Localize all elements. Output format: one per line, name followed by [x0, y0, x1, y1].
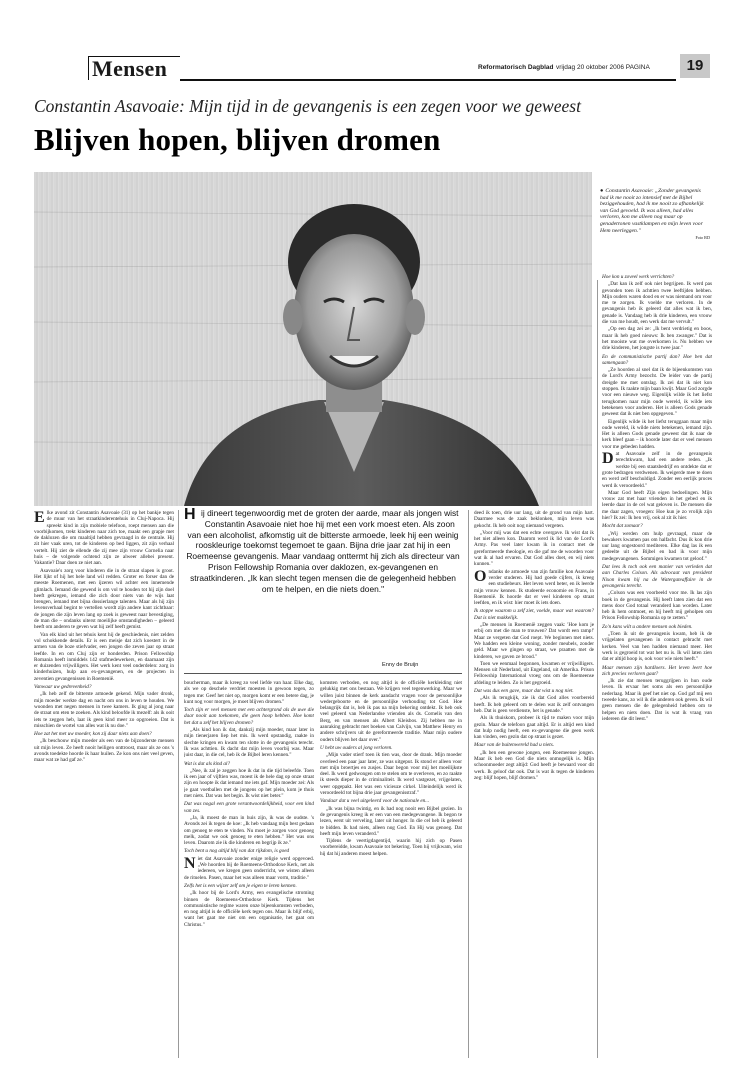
article-paragraph: boucherman, maar ik kreeg zo veel liefde van haar. Elke dag, als we op deschele verdriet moesten in gewoon tegen, zo tegen me: Geef het niet op, morgen komt er een betere dag, je kunt nog voor morgen, je moet blijven dromen." [184, 680, 314, 705]
article-column-1 [34, 510, 174, 1058]
intro-paragraph [184, 508, 462, 594]
interview-question: Hoe kon u zoveel werk verrichten? [602, 274, 675, 280]
kicker: Constantin Asavoaie: Mijn tijd in de gevangenis is een zegen voor we geweest [34, 96, 581, 116]
portrait-illustration [34, 172, 592, 506]
column-divider [597, 280, 598, 1058]
interview-question: En de communistische partij dan? Hoe ben dat samengaan? [602, 353, 712, 366]
interview-question: Dat lees ik toch ook een manier van verleden dat aan Charles Colson. Als advocaat van president Nixon kwam hij na de Watergateaffaire in de gevangenis terecht. [602, 564, 712, 589]
photo-caption [600, 188, 710, 242]
drop-cap: O [474, 567, 487, 585]
interview-question: Mocht dat zomaar? [602, 523, 643, 530]
interview-question: Dat was dus een gave, maar dat wist u nog niet. [474, 688, 574, 695]
interview-question: Vandaar dat u veel uitgeleerd voor de nationale en... [320, 798, 430, 805]
page-header [88, 56, 710, 82]
article-paragraph: „Dat kan ik zelf ook niet begrijpen. Ik werd pas gevonden toen ik achttien twee leeftijden hebben. Mijn ouders waren dood en er was niemand om voor me te zorgen. Ik voelde me verloren. In de gevangenis heb ik geleerd dat alles wat ik ben, genade is. Vandaag heb ik drie kinderen, een vrouw die van me houdt, een werk dat me vervult." [602, 281, 712, 326]
column-divider [468, 510, 469, 1058]
article-paragraph: „Als ik terugkijk, zie ik dat God alles voorbereid heeft. Ik heb geleerd om te delen wat ik zelf ontvangen heb. Dat is geen verdienste, het is genade." [474, 695, 594, 714]
article-paragraph: „Op een dag zei ze: „Ik bent verdrietig en boos, maar ik heb goed nieuws: Ik ben zwanger." Dat is het mooiste wat me overkomen is. Nu hebben we drie kinderen, het jongste is twee jaar." [602, 326, 712, 352]
portrait-photo [34, 172, 592, 506]
caption-bullet-icon: ● [600, 188, 604, 194]
interview-question: Zelfs het is een wijzer zelf om je eigen te leren kennen. [184, 882, 297, 889]
author-byline: Enny de Bruijn [382, 662, 419, 668]
interview-question: Hoe zat het met uw moeder, kon zij daar niets aan doen? [34, 731, 152, 738]
intro-text: ij dineert tegenwoordig met de groten der aarde, maar als jongen wist Constantin Asavoaie niet hoe hij met een vork moest eten. Als zoon van een alcoholist, afkomstig uit de bitterste armoede, leek hij een weinig rooskleurige toekomst tegemoet te gaan. Bijna drie jaar zat hij in een Roemeense gevangenis. Maar vandaag onttermt hij zich als directeur van Prison Fellowship Romania over daklozen, ex-gevangenen en straatkinderen. „Ik kan slecht tegen mensen die de gelegenheid hebben om te helpen, en die niets doen." [186, 508, 460, 594]
article-paragraph: „Voor mij was dat een echte overgave. Ik wist dat ik het niet alleen kon. Daarom werd ik lid van de Lord's Army. Pas veel later kwam ik in contact met de gereformeerde theologie, en die gaf me de woorden voor wat ik al had ervaren. Dat God alles doet, en wij niets kunnen." [474, 529, 594, 568]
caption-text: Constantin Asavoaie: „Zonder gevangenis had ik me nooit zo intensief met de Bijbel beziggehouden, had ik me nooit zo afhankelijk van God gevoeld. Ik was alleen, had alles verloren, kon me alleen nog maar op genadetronen vastklampen en mijn leven voor Hem neerleggen." [600, 188, 704, 234]
article-paragraph: „Ik beschouw mijn moeder als een van de bijzonderste mensen uit mijn leven. Ze heeft nooit heiligen onttroost, maar als ze ons 's avonds toedekte hoorde ik haar huilen. Ze kon ons niet veel geven, maar wat ze had gaf ze." [34, 738, 174, 764]
drop-cap: E [34, 510, 45, 526]
interview-question: Toch bent u nog altijd blij van dat rijkdom, is goed [184, 848, 290, 855]
article-paragraph: „Ik hoor bij de Lord's Army, een evangelische stroming binnen de Roemeens-Orthodoxe Kerk. Tijdens het communistische regime waren onze bijeenkomsten verboden, en nog altijd is de officiële kerk tegen ons. Maar ik blijf erbij, want het gaat me niet om een organisatie, het gaat om Christus." [184, 890, 314, 928]
article-paragraph: Maar God heeft Zijn eigen bedoelingen. Mijn vrouw zat met haar vrienden in het gebed en ik leerde daar in de cel wat geloven is. De mensen die me daar zagen, vroegen: Hoe kun je zo vrolijk zijn hier? Ik zei: Ik ben vrij, ook al zit ik hier. [602, 489, 712, 521]
header-rule [180, 79, 676, 81]
interview-question: U hebt uw ouders al jong verloren. [320, 744, 393, 751]
interview-question: Zo'n kans wilt u andere mensen ook bieden. [602, 623, 693, 630]
interview-question: Toch zijn er veel mensen met een achtergrond als de uwe die daar nooit aan toekomen, die geen hoop hebben. Hoe komt het dat u zelf het blijven dromen? [184, 707, 314, 726]
article-paragraph: Toen we eenmaal begonnen, kwamen er vrijwilligers. Mensen uit Nederland, uit Engeland, uit Amerika. Prison Fellowship International vroeg ons om de Roemeense afdeling te leiden. Zo is het gegroeid. [474, 660, 594, 686]
interview-question: Maar mensen zijn hardloers. Het leven leert hoe zich precies verloren gaat? [602, 664, 712, 677]
interview-question: Wat is dat als kind al? [184, 760, 231, 767]
drop-cap: D [602, 450, 614, 468]
article-column-5 [602, 272, 712, 1058]
article-paragraph: „Als kind kon ik dat, dankzij mijn moeder, maar later in mijn tienerjaren liep het mis. Ik werd opstandig, raakte in slechte kringen en kwam ten slotte in de gevangenis terecht. Ik was achttien. Ik dacht dat mijn leven voorbij was. Maar juist daar, in die cel, heb ik de Bijbel leren kennen." [184, 727, 314, 759]
photo-credit: Foto RD [695, 235, 710, 241]
article-paragraph: „Mijn vader stierf toen ik tien was, door de drank. Mijn moeder overleed een paar jaar later, ze was uitgeput. Ik stond er alleen voor met mijn broertjes en zusjes. Daar begon voor mij het moeilijkste deel. Ik werd gedwongen om te stelen om te overleven, en zo raakte ik steeds dieper in de criminaliteit. Ik werd vastgezet, vrijgelaten, weer opgepakt. Het was een vicieuze cirkel. Uiteindelijk werd ik veroordeeld tot bijna drie jaar gevangenisstraf." [320, 752, 462, 797]
article-paragraph: Dat Asavoaie zelf in de gevangenis terechtkwam, had een andere reden. „Ik werkte bij een staatsbedrijf en ontdekte dat er grote bedragen verdwenen. Ik weigerde mee te doen en werd zelf beschuldigd. Zonder een eerlijk proces werd ik veroordeeld." [602, 450, 712, 489]
article-column-3 [320, 680, 462, 1058]
article-column-4 [474, 510, 594, 1058]
article-paragraph: komsten verboden, en nog altijd is de officiële kerkleiding niet gelukkig met ons bestaan. We krijgen veel tegenwerking. Maar we willen juist binnen de kerk aandacht vragen voor de persoonlijke wedergeboorte en de persoonlijke verhouding tot God. Hoe belangrijk dat is, heb ik pas na mijn bekering ontdekt. Ik heb ook veel geleerd van Nederlandse vrienden als ds. Cornelis van den Berg, en van mensen als Albert Kleisbos. Zij hebben me in aanraking gebracht met boeken van Calvijn, van Matthew Henry en andere schrijvers uit de gereformeerde traditie. Maar mijn oudere ouders blijven het daar over." [320, 680, 462, 743]
interview-question: Vanwaar uw gedrevenheid? [34, 684, 92, 691]
article-paragraph: Van elk kind uit het tehuis kent hij de geschiedenis, niet zelden vol schokkende details. Er is een meisje dat zich koestert in de armen van de boze stiefvader, een jongen die zeven jaar op straat leefde. In en om Cluj zijn er honderden. Prison Fellowship Romania heeft inmiddels 142 stafmedewerkers, en daarnaast zijn er duizenden vrijwilligers. Het werk kent veel onderdelen: zorg in kinderhuizen, hulp aan ex-gevangenen, en de projecten in zeventien gevangenissen in Roemenië. [34, 631, 174, 682]
article-paragraph: Eigenlijk wilde ik het liefst teruggaan maar mijn oude wereld, ik wilde niets betekenen, iemand zijn. Het is alleen Gods genade geweest dat ik naar de kerk bleef gaan – ik hoorde later dat er veel mensen voor me gebeden hadden. [602, 418, 712, 450]
column-divider [178, 510, 179, 1058]
article-paragraph: „Ja, ik moest de man in huis zijn, ik was de oudste. 's Avonds zei ik tegen de koe: „Ik heb vandaag mijn best gedaan om genoeg te eten te vinden. Nu moet je zorgen voor genoeg melk, zodat we ook genoeg te eten hebben." Het was ons leven. Daarom zie ik die kinderen en begrijp ik ze." [184, 814, 314, 847]
article-paragraph: Elke avond zit Constantin Asavoaie (31) op het bankje tegen de muur van het straatkinderentehuis in Cluj-Napoca. Hij spreekt kind in zijn mobiele telefoon, roept mensen aan die voorbijkomen, trekt kinderen naar zich toe, maakt een grapje met de daklozen die om maaltijd hebben gevraagd in de centrale. Hij zit hier vaak uren, tot de kinderen op bed liggen, zit zijn verhaal vertelt. Hij ziet de ellende die zij mee zijn vrouw Cornelia naar huis – de volgende ochtend zijn ze alweer allebei present. Vakantie? Daar doen ze niet aan. [34, 510, 174, 567]
section-label: Mensen [88, 56, 180, 80]
article-paragraph: Ondanks de armoede van zijn familie kon Asavoaie verder studeren. Hij had goede cijfers, ik kreeg een studiebeurs. Het leven werd beter, en ik leerde mijn vrouw kennen. Ik studeerde economie en Frans, in Roemenië. Ik hoorde dat er veel kinderen op straat leefden, en ik wist: hier moet ik iets doen. [474, 567, 594, 607]
article-paragraph: „Ze hoorden al snel dat ik de bijeenkomsten van de Lord's Army bezocht. De leider van de partij dreigde me met ontslag. Ik zei dat ik niet kon stoppen. Ik raakte mijn baan kwijt. Maar God zorgde voor een nieuwe weg. Eigenlijk wilde ik het liefst terugkomen naar mijn oude wereld, ik wilde iets betekenen voor anderen. Het is alleen Gods genade geweest dat ik niet ben opgegeven." [602, 367, 712, 418]
article-paragraph: „Wij werden om hulp gevraagd, maar de bewakers kwamen pas om halfacht. Dus ik kon drie uur lang ongestoord mediteren. Elke dag las ik een gedeelte uit de Bijbel en bad ik voor mijn medegevangenen. Sommigen kwamen tot geloof." [602, 530, 712, 562]
article-paragraph: Asavoaie's zorg voor kinderen die in de straat slapen is groot. Het lijkt of hij het hele land wil redden. Groter en forser dan de meeste Roemenen, met een ijzeren wil achter een innemende glimlach. Iemand die gewend is om vol te houden tot hij zijn doel heeft gekregen, iemand die zich door niets van de wijs laat brengen, iemand met bijna dossierlange talenten. Maar als hij zijn levensverhaal begint te vertellen wordt zijn andere kant zichtbaar: de jongen die zijn leven lang op zoek is geweest naar bevestiging, de man die – ondanks uiterst moeilijke omstandigheden – geleerd heeft om anderen te geven wat hij zelf heeft gemist. [34, 567, 174, 631]
headline: Blijven hopen, blijven dromen [34, 122, 441, 157]
article-paragraph: deed ik toen, drie uur lang, uit de grond van mijn hart. Daarmee was de zaak beklonken, mijn leven was gekocht. Ik heb ooit nog niemand vergeten. [474, 510, 594, 529]
article-paragraph: „Ik heb zelf de bitterste armoede gekend. Mijn vader dronk, mijn moeder werkte dag en nacht om ons in leven te houden. We woonden met negen mensen in twee kamers. Ik ging al jong naar de straat om eten te zoeken. Als kind beloofde ik mezelf: als ik ooit iets te zeggen heb, laat ik geen kind meer zo opgroeien. Dat is misschien de wortel van alles wat ik nu doe." [34, 691, 174, 729]
article-paragraph: „Ik ben een gewone jongen, een Roemeense jongen. Maar ik heb een God die niets onmogelijk is. Mijn schoonmoeder zegt altijd: God heeft je bewaard voor dit werk. Ik geloof dat ook. Dat is wat ik tegen de kinderen zeg: blijf hopen, blijf dromen." [474, 749, 594, 781]
article-column-2 [184, 680, 314, 1058]
article-paragraph: „Ik was bijna twintig, en ik had nog nooit een Bijbel gezien. In de gevangenis kreeg ik er een van een medegevangene. Ik begon te lezen, eerst uit verveling, later uit honger. In die cel heb ik geleerd te bidden. Ik had niets, alleen nog God. En Hij was genoeg. Dat heeft mijn leven veranderd." [320, 805, 462, 837]
interview-question: Maar van de buitenwereld had u niets. [474, 742, 555, 749]
article-paragraph: „Toen ik uit de gevangenis kwam, heb ik de vrijgelaten gevangenen in contact gebracht met kerken. Veel van hen hadden niemand meer. Het werk is gegroeid tot wat het nu is. Ik wil laten zien dat er altijd hoop is, ook voor wie niets heeft." [602, 631, 712, 663]
article-paragraph: Als ik thuiskom, probeer ik tijd te maken voor mijn gezin. Maar de telefoon gaat altijd. Er is altijd een kind dat hulp nodig heeft, een ex-gevangene die geen werk kan vinden, een gezin dat op straat is gezet. [474, 715, 594, 741]
paper-date: vrijdag 20 oktober 2006 PAGINA [556, 64, 650, 71]
page-number: 19 [680, 54, 710, 78]
byline-rule [184, 673, 462, 674]
article-paragraph: „De mensen in Roemenië zeggen vaak: 'Hoe kom je erbij om met die man te trouwen? Dat wordt een ramp!' Maar ze vergeten dat God roept. We beginnen met niets. We hadden een kleine woning, zonder meubels, zonder geld. Maar we gingen op straat, we praatten met de kinderen, we gaven ze brood." [474, 622, 594, 660]
article-paragraph: Tijdens de veertigdagentijd, waarin hij zich op Pasen voorbereidde, kwam Asavoaie tot bekering. Toen hij vrijkwam, wist hij dat hij anderen moest helpen. [320, 838, 462, 857]
article-paragraph: „Ik zie dat mensen teruggrijpen in hun oude leven. Ik ervaar het soms als een persoonlijke nederlaag. Maar ik geef het niet op. God gaf mij een tweede kans, zo wil ik die anderen ook geven. Ik wil geen mensen die de gelegenheid hebben om te helpen en niets doen. Dat is wat ik vraag van iedereen die dit leest." [602, 678, 712, 722]
interview-question: Ik stoppe waarom u zelf ziet, voelde, maar wat waarom? Dat is niet makkelijk. [474, 608, 594, 621]
intro-drop-cap: H [184, 506, 196, 523]
drop-cap: N [184, 854, 196, 872]
article-paragraph: „Colson was een voorbeeld voor me. Ik las zijn boek in de gevangenis. Hij heeft laten zien dat een mens door God totaal veranderd kan worden. Later heb ik hem ontmoet, en hij heeft mij geholpen om Prison Fellowship Romania op te zetten." [602, 590, 712, 622]
article-paragraph: Niet dat Asavoaie zonder enige religie werd opgevoed. „We hoorden bij de Roemeens-Orthodoxe Kerk, net als iedereen, we kregen geen onderricht, we wisten alleen de rituelen. Pasen, maar het was alleen maar vorm, traditie." [184, 854, 314, 881]
paper-name: Reformatorisch Dagblad [478, 64, 554, 71]
article-paragraph: „Nee, ik zal je zeggen hoe ik dat in die tijd beleefde. Toen ik een jaar of vijftien was, moest ik de hele dag op onze straat zijn en hoopte ik dat iemand me iets gaf. Mijn moeder zei: Als je gaat voetballen met de jongens op het plein, kom je thuis met niets. Dat was het begin. Ik wist niet beter." [184, 767, 314, 800]
interview-question: Dat was nogal een grote verantwoordelijkheid, voor een kind van zes. [184, 801, 314, 814]
